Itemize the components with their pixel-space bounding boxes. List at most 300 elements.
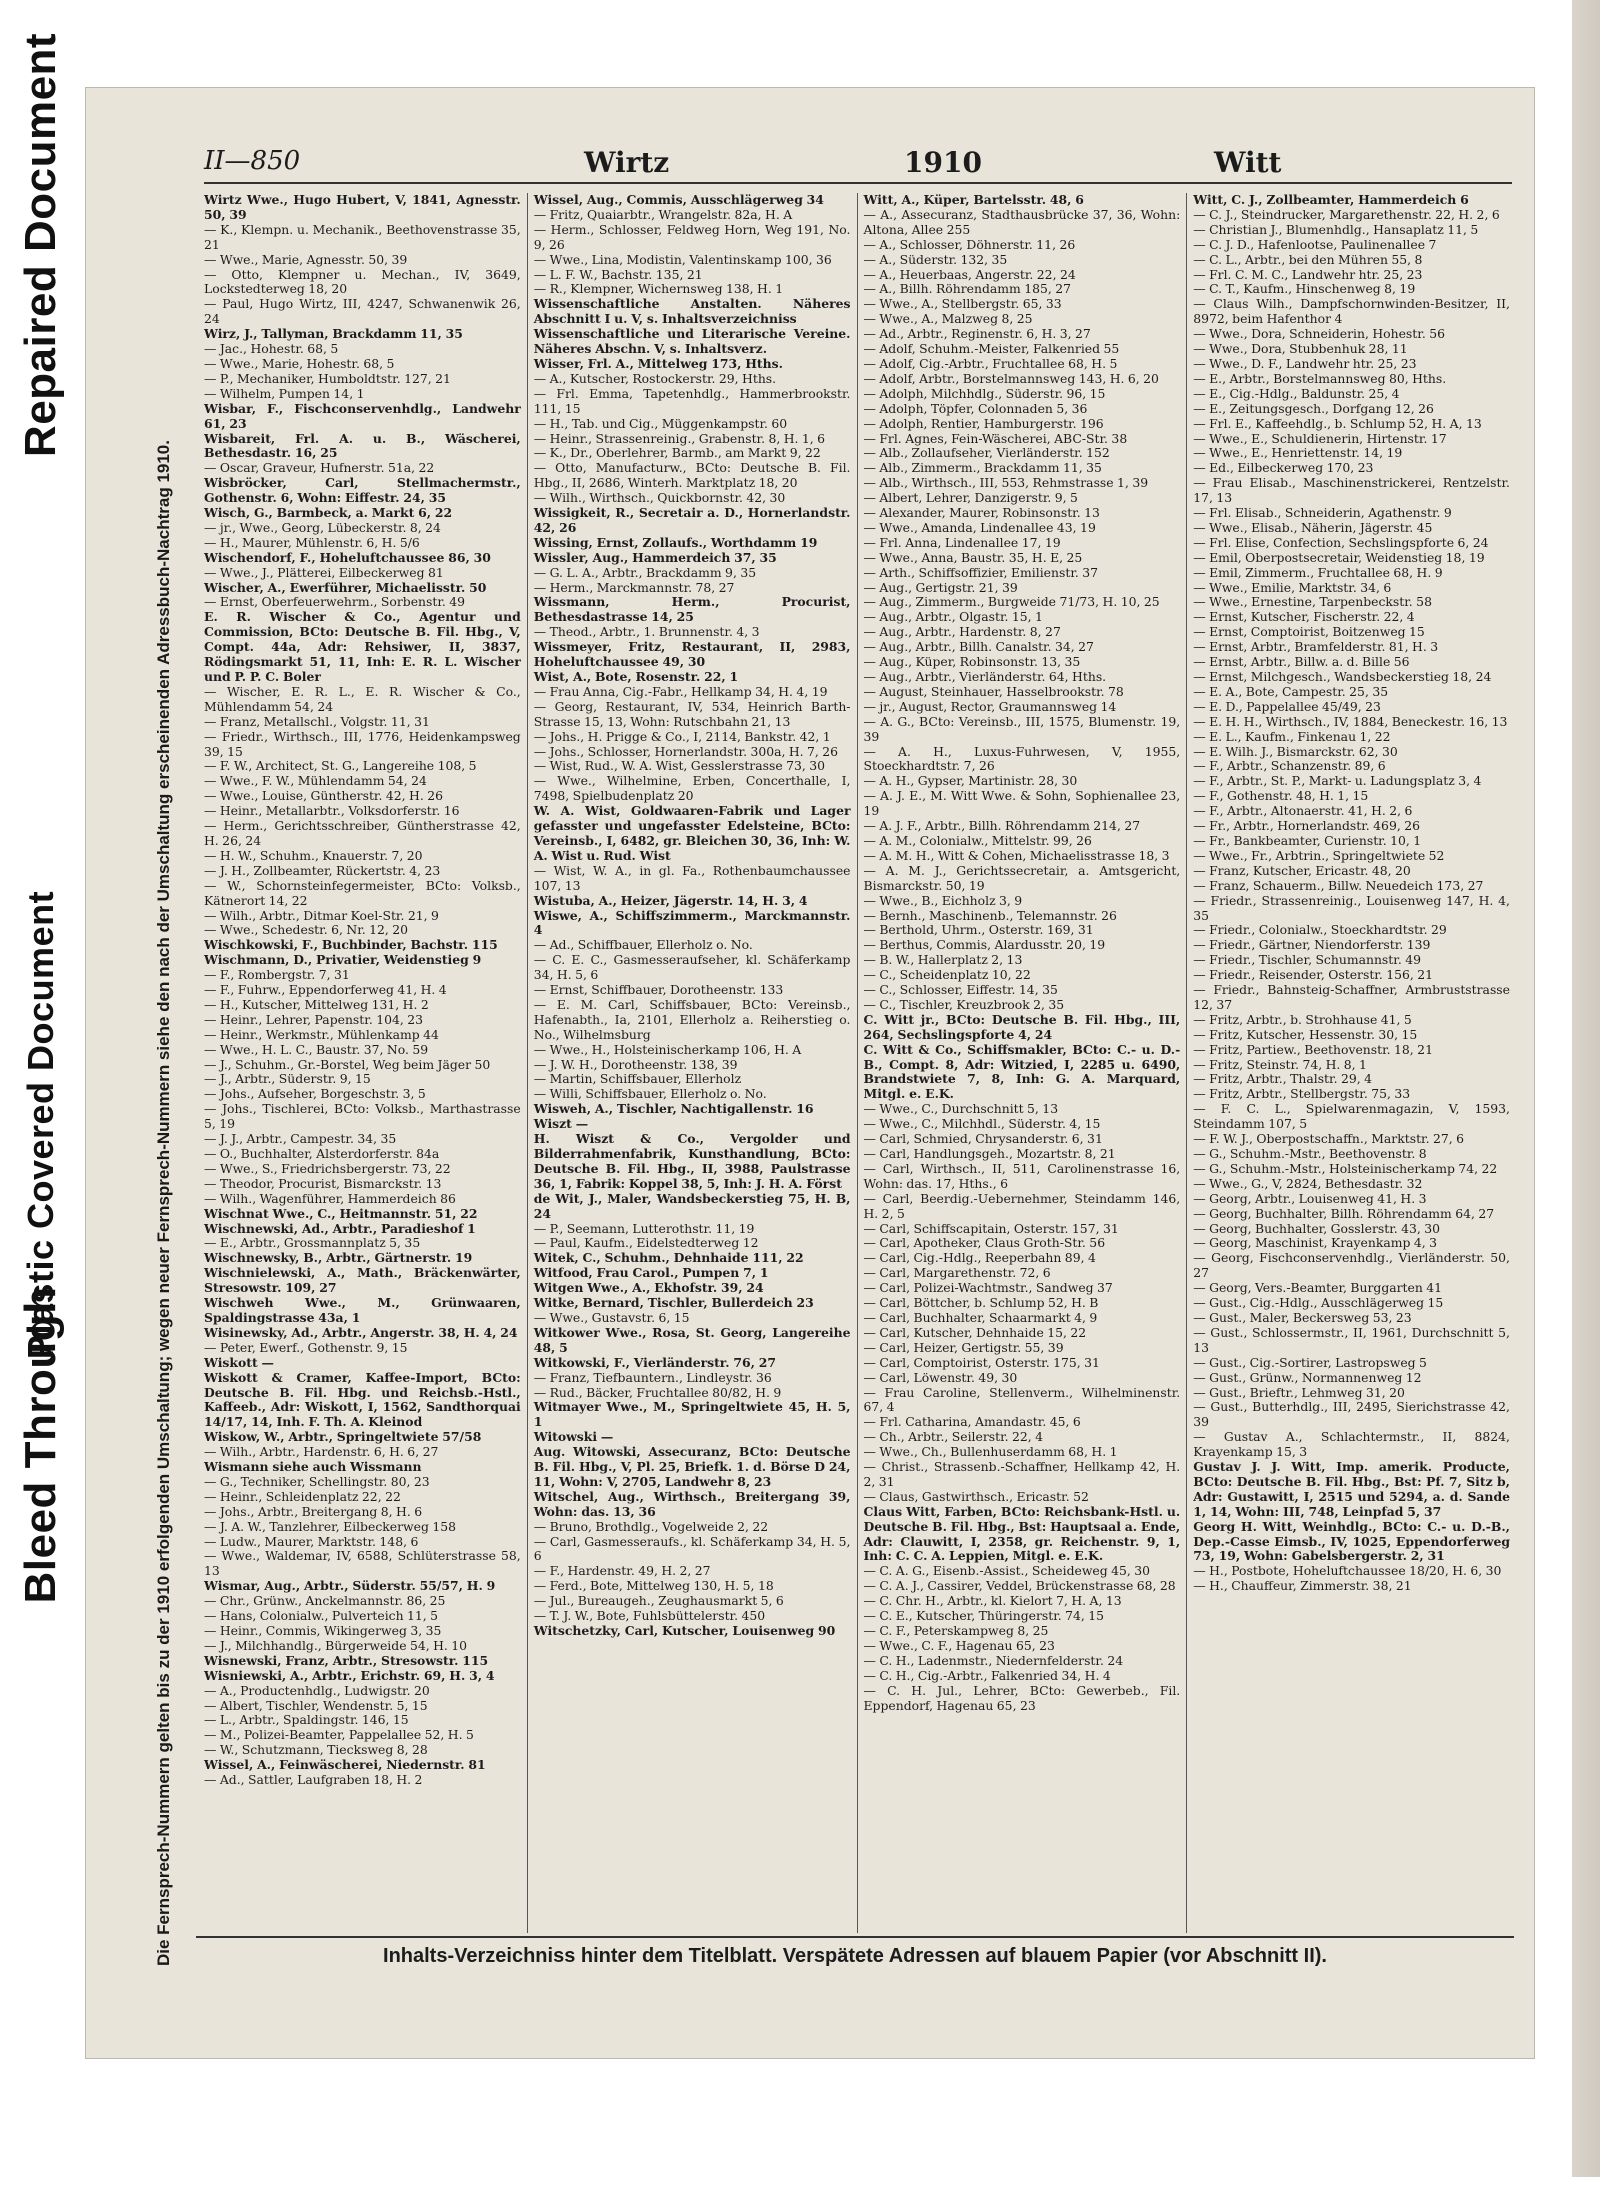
directory-entry: Claus Witt, Farben, BCto: Reichsbank-Hstl. u. Deutsche B. Fil. Hbg., Bst: Hauptsaal a. Ende, Adr: Clauwitt, I, 2358, gr. Reichenstr. 9, 1, Inh: C. C. A. Leppien, Mitgl. e. E.K. [863, 1503, 1181, 1564]
directory-entry: — J. J., Arbtr., Campestr. 34, 35 [204, 1131, 397, 1147]
directory-entry: — Aug., Küper, Robinsonstr. 13, 35 [863, 654, 1081, 670]
directory-entry: — Carl, Apotheker, Claus Groth-Str. 56 [863, 1235, 1106, 1251]
directory-entry: — Wwe., Lina, Modistin, Valentinskamp 100, 36 [533, 251, 832, 267]
directory-entry: — Gustav A., Schlachtermstr., II, 8824, Krayenkamp 15, 3 [1193, 1429, 1510, 1460]
directory-entry: — Wwe., F. W., Mühlendamm 54, 24 [204, 773, 427, 789]
directory-entry: Wisweh, A., Tischler, Nachtigallenstr. 16 [533, 1101, 814, 1117]
directory-entry: Wissing, Ernst, Zollaufs., Worthdamm 19 [533, 534, 818, 550]
directory-entry: — Friedr., Tischler, Schumannstr. 49 [1193, 952, 1421, 968]
directory-entry: — Carl, Schiffscapitain, Osterstr. 157, 31 [863, 1220, 1119, 1236]
directory-entry: — K., Klempn. u. Mechanik., Beethovenstrasse 35, 21 [204, 221, 521, 252]
directory-entry: Witt, C. J., Zollbeamter, Hammerdeich 6 [1193, 193, 1469, 207]
directory-entry: — Johs., Aufseher, Borgeschstr. 3, 5 [204, 1086, 426, 1102]
directory-entry: Wissigkeit, R., Secretair a. D., Hornerlandstr. 42, 26 [533, 505, 851, 535]
column-4 [1187, 193, 1516, 1933]
directory-entry: — Jac., Hohestr. 68, 5 [204, 341, 339, 357]
directory-entry: — M., Polizei-Beamter, Pappelallee 52, H. 5 [204, 1727, 474, 1743]
directory-entry: — Heinr., Lehrer, Papenstr. 104, 23 [204, 1011, 424, 1027]
directory-entry: — Aug., Arbtr., Hardenstr. 8, 27 [863, 624, 1061, 640]
directory-entry: — Adolf, Schuhm.-Meister, Falkenried 55 [863, 341, 1120, 357]
directory-entry: — Fritz, Quaiarbtr., Wrangelstr. 82a, H. A [533, 206, 793, 222]
directory-entry: — Friedr., Colonialw., Stoeckhardtstr. 29 [1193, 922, 1447, 938]
directory-entry: — A., Kutscher, Rostockerstr. 29, Hths. [533, 370, 777, 386]
directory-entry: E. R. Wischer & Co., Agentur und Commission, BCto: Deutsche B. Fil. Hbg., V, Compt. 44a, Adr: Rehsiwer, II, 3837, Rödingsmarkt 51, 11, Inh: E. R. L. Wischer und P. P. C. Boler [204, 609, 521, 684]
directory-entry: — Berthold, Uhrm., Osterstr. 169, 31 [863, 922, 1094, 938]
directory-entry: — Ludw., Maurer, Marktstr. 148, 6 [204, 1533, 419, 1549]
side-labels [0, 32, 82, 2185]
directory-entry: — Frl. Elisab., Schneiderin, Agathenstr. 9 [1193, 505, 1452, 521]
vertical-note: Die Fernsprech-Nummern gelten bis zu der 1910 erfolgenden Umschaltung; wegen neuer Fernsprech-Nummern siehe den nach der Umschaltung erscheinenden Adressbuch-Nachtrag 1910. [154, 440, 173, 1966]
directory-entry: C. Witt jr., BCto: Deutsche B. Fil. Hbg., III, 264, Sechslingspforte 4, 24 [863, 1011, 1181, 1042]
directory-entry: — Wwe., C. F., Hagenau 65, 23 [863, 1637, 1055, 1653]
directory-entry: — Friedr., Gärtner, Niendorferstr. 139 [1193, 937, 1431, 953]
directory-entry: — Wischer, E. R. L., E. R. Wischer & Co., Mühlendamm 54, 24 [204, 683, 521, 714]
directory-entry: — C. J. D., Hafenlootse, Paulinenallee 7 [1193, 236, 1437, 252]
directory-entry: Wissmann, Herm., Procurist, Bethesdastrasse 14, 25 [533, 594, 851, 625]
directory-entry: — C. E., Kutscher, Thüringerstr. 74, 15 [863, 1608, 1105, 1624]
directory-entry: — jr., August, Rector, Graumannsweg 14 [863, 698, 1117, 714]
directory-entry: — F. W. J., Oberpostschaffn., Marktstr. 27, 6 [1193, 1131, 1465, 1147]
directory-entry: — Aug., Zimmerm., Burgweide 71/73, H. 10, 25 [863, 594, 1160, 610]
directory-entry: Witschel, Aug., Wirthsch., Breitergang 39, Wohn: das. 13, 36 [533, 1488, 851, 1519]
directory-entry: — Bruno, Brothdlg., Vogelweide 2, 22 [533, 1518, 769, 1534]
directory-entry: — F., Arbtr., Altonaerstr. 41, H. 2, 6 [1193, 803, 1413, 819]
directory-entry: — Frau Anna, Cig.-Fabr., Hellkamp 34, H. 4, 19 [533, 683, 828, 699]
directory-entry: — Carl, Beerdig.-Uebernehmer, Steindamm 146, H. 2, 5 [863, 1190, 1181, 1221]
directory-entry: Witkower Wwe., Rosa, St. Georg, Langereihe 48, 5 [533, 1324, 851, 1355]
directory-entry: — P., Seemann, Lutterothstr. 11, 19 [533, 1220, 755, 1236]
column-3 [858, 193, 1188, 1933]
directory-entry: — A., Assecuranz, Stadthausbrücke 37, 36, Wohn: Altona, Allee 255 [863, 206, 1181, 237]
directory-entry: — J., Schuhm., Gr.-Borstel, Weg beim Jäger 50 [204, 1056, 491, 1072]
directory-entry: — Frl. Emma, Tapetenhdlg., Hammerbrookstr. 111, 15 [533, 385, 851, 416]
directory-entry: — Gust., Cig.-Hdlg., Ausschlägerweg 15 [1193, 1295, 1444, 1311]
directory-entry: — Friedr., Strassenreinig., Louisenweg 147, H. 4, 35 [1193, 892, 1510, 923]
directory-entry: H. Wiszt & Co., Vergolder und Bilderrahmenfabrik, Kunsthandlung, BCto: Deutsche B. Fil. Hbg., II, 3988, Paulstrasse 36, 1, Fabrik: Koppel 38, 5, Inh: J. H. A. Först [533, 1131, 851, 1191]
directory-entry: — Wwe., J., Plätterei, Eilbeckerweg 81 [204, 564, 444, 580]
directory-entry: — C., Scheidenplatz 10, 22 [863, 967, 1031, 983]
directory-entry: — Johs., Tischlerei, BCto: Volksb., Marthastrasse 5, 19 [204, 1101, 521, 1132]
directory-entry: — Wwe., C., Milchhdl., Süderstr. 4, 15 [863, 1116, 1101, 1132]
directory-entry: — E., Cig.-Hdlg., Baldunstr. 25, 4 [1193, 385, 1400, 401]
directory-entry: — Fr., Bankbeamter, Curienstr. 10, 1 [1193, 832, 1422, 848]
directory-entry: Witmayer Wwe., M., Springeltwiete 45, H. 5, 1 [533, 1399, 851, 1430]
directory-entry: — Georg, Buchhalter, Gosslerstr. 43, 30 [1193, 1220, 1441, 1236]
directory-entry: — A., Süderstr. 132, 35 [863, 251, 1008, 267]
directory-entry: — Wwe., Ch., Bullenhuserdamm 68, H. 1 [863, 1444, 1118, 1460]
directory-entry: — Martin, Schiffsbauer, Ellerholz [533, 1071, 742, 1087]
directory-entry: — C. H., Ladenmstr., Niedernfelderstr. 24 [863, 1652, 1124, 1668]
directory-entry: — E. D., Pappelallee 45/49, 23 [1193, 698, 1381, 714]
directory-entry: Witt, A., Küper, Bartelsstr. 48, 6 [863, 193, 1084, 207]
directory-entry: Wischkowski, F., Buchbinder, Bachstr. 115 [204, 937, 498, 953]
column-1 [198, 193, 528, 1933]
directory-entry: — Frl. Catharina, Amandastr. 45, 6 [863, 1414, 1081, 1430]
directory-entry: — Oscar, Graveur, Hufnerstr. 51a, 22 [204, 460, 435, 476]
directory-entry: — Ernst, Arbtr., Billw. a. d. Bille 56 [1193, 654, 1410, 670]
directory-entry: — Wilh., Arbtr., Ditmar Koel-Str. 21, 9 [204, 907, 439, 923]
directory-entry: — Adolf, Arbtr., Borstelmannsweg 143, H. 6, 20 [863, 370, 1159, 386]
directory-page [85, 87, 1535, 2059]
directory-entry: — Wwe., E., Henriettenstr. 14, 19 [1193, 445, 1403, 461]
directory-entry: — Christian J., Blumenhdlg., Hansaplatz 11, 5 [1193, 221, 1479, 237]
directory-entry: — Fritz, Partiew., Beethovenstr. 18, 21 [1193, 1041, 1433, 1057]
directory-entry: Wirtz Wwe., Hugo Hubert, V, 1841, Agnesstr. 50, 39 [204, 193, 521, 222]
directory-entry: — E., Arbtr., Grossmannplatz 5, 35 [204, 1235, 421, 1251]
directory-entry: — E. Wilh. J., Bismarckstr. 62, 30 [1193, 743, 1398, 759]
side-label-plastic: Plastic Covered Document [20, 890, 61, 1360]
directory-entry: — Otto, Manufacturw., BCto: Deutsche B. Fil. Hbg., II, 2686, Winterh. Marktplatz 18, 20 [533, 460, 851, 491]
directory-entry: — Wwe., B., Eichholz 3, 9 [863, 892, 1023, 908]
directory-entry: — C. H., Cig.-Arbtr., Falkenried 34, H. 4 [863, 1667, 1111, 1683]
directory-entry: — L. F. W., Bachstr. 135, 21 [533, 266, 703, 282]
directory-entry: — Aug., Arbtr., Billh. Canalstr. 34, 27 [863, 639, 1094, 655]
directory-entry: Wismann siehe auch Wissmann [204, 1459, 422, 1475]
directory-entry: — Wwe., Louise, Güntherstr. 42, H. 26 [204, 788, 443, 804]
directory-entry: Wissel, Aug., Commis, Ausschlägerweg 34 [533, 193, 824, 207]
directory-entry: — Adolph, Milchhdlg., Süderstr. 96, 15 [863, 385, 1106, 401]
directory-entry: — Carl, Böttcher, b. Schlump 52, H. B [863, 1295, 1099, 1311]
directory-entry: — F., Arbtr., Schanzenstr. 89, 6 [1193, 758, 1386, 774]
directory-entry: — Otto, Klempner u. Mechan., IV, 3649, Lockstedterweg 18, 20 [204, 266, 521, 297]
directory-entry: — Georg, Vers.-Beamter, Burggarten 41 [1193, 1280, 1443, 1296]
directory-entry: Wist, A., Bote, Rosenstr. 22, 1 [533, 669, 739, 684]
directory-entry: — C. A. G., Eisenb.-Assist., Scheideweg 45, 30 [863, 1563, 1151, 1579]
directory-entry: — Heinr., Commis, Wikingerweg 3, 35 [204, 1623, 442, 1638]
directory-entry: — Wilh., Wirthsch., Quickbornstr. 42, 30 [533, 490, 786, 506]
directory-entry: — Paul, Kaufm., Eidelstedterweg 12 [533, 1235, 759, 1251]
directory-entry: — Heinr., Metallarbtr., Volksdorferstr. 16 [204, 803, 460, 819]
directory-entry: Wischmann, D., Privatier, Weidenstieg 9 [204, 952, 482, 968]
directory-entry: Wischendorf, F., Hoheluftchaussee 86, 30 [204, 549, 491, 565]
scan-edge [1572, 0, 1600, 2177]
directory-entry: — Wwe., C., Durchschnitt 5, 13 [863, 1101, 1059, 1117]
directory-entry: — Heinr., Werkmstr., Mühlenkamp 44 [204, 1026, 439, 1042]
directory-entry: — F., Fuhrw., Eppendorferweg 41, H. 4 [204, 982, 447, 998]
directory-entry: — Claus Wilh., Dampfschornwinden-Besitzer, II, 8972, beim Hafenthor 4 [1193, 296, 1510, 327]
directory-entry: — Arth., Schiffsoffizier, Emilienstr. 37 [863, 564, 1099, 580]
directory-entry: — A., Heuerbaas, Angerstr. 22, 24 [863, 266, 1076, 282]
directory-entry: — A. J. E., M. Witt Wwe. & Sohn, Sophienallee 23, 19 [863, 788, 1181, 819]
directory-entry: — C. L., Arbtr., bei den Mühren 55, 8 [1193, 251, 1423, 267]
directory-entry: — Franz, Metallschl., Volgstr. 11, 31 [204, 713, 430, 729]
directory-entry: — Hans, Colonialw., Pulverteich 11, 5 [204, 1608, 439, 1624]
directory-entry: — Frl. Elise, Confection, Sechslingspforte 6, 24 [1193, 534, 1489, 550]
directory-entry: — Gust., Butterhdlg., III, 2495, Sierichstrasse 42, 39 [1193, 1399, 1510, 1430]
directory-entry: Wisnewski, Franz, Arbtr., Stresowstr. 115 [204, 1652, 489, 1668]
directory-entry: — Wwe., Dora, Stubbenhuk 28, 11 [1193, 341, 1408, 357]
directory-entry: — F., Rombergstr. 7, 31 [204, 967, 350, 983]
directory-entry: Wiskow, W., Arbtr., Springeltwiete 57/58 [204, 1429, 482, 1445]
directory-entry: — J. A. W., Tanzlehrer, Eilbeckerweg 158 [204, 1518, 456, 1534]
directory-entry: — Herm., Gerichtsschreiber, Güntherstrasse 42, H. 26, 24 [204, 818, 521, 848]
directory-entry: Wiskott — [204, 1354, 274, 1370]
directory-entry: — Theod., Arbtr., 1. Brunnenstr. 4, 3 [533, 624, 760, 640]
directory-entry: — G., Techniker, Schellingstr. 80, 23 [204, 1473, 430, 1489]
directory-entry: — Wwe., H., Holsteinischerkamp 106, H. A [533, 1041, 802, 1057]
directory-entry: — A. H., Luxus-Fuhrwesen, V, 1955, Stoeckhardtstr. 7, 26 [863, 743, 1181, 774]
directory-entry: — Carl, Löwenstr. 49, 30 [863, 1369, 1018, 1385]
directory-entry: — C. H. Jul., Lehrer, BCto: Gewerbeb., Fil. Eppendorf, Hagenau 65, 23 [863, 1682, 1181, 1713]
directory-entry: — Wist, Rud., W. A. Wist, Gesslerstrasse 73, 30 [533, 758, 826, 774]
directory-entry: Witowski — [533, 1429, 614, 1445]
directory-entry: Wistuba, A., Heizer, Jägerstr. 14, H. 3, 4 [533, 892, 808, 908]
directory-entry: — Ad., Sattler, Laufgraben 18, H. 2 [204, 1772, 423, 1788]
directory-entry: — O., Buchhalter, Alsterdorferstr. 84a [204, 1146, 440, 1161]
directory-entry: Wisniewski, A., Arbtr., Erichstr. 69, H. 3, 4 [204, 1667, 495, 1683]
directory-entry: Wischnat Wwe., C., Heitmannstr. 51, 22 [204, 1205, 478, 1221]
directory-entry: — Franz, Kutscher, Ericastr. 48, 20 [1193, 862, 1411, 878]
directory-entry: — Emil, Zimmerm., Fruchtallee 68, H. 9 [1193, 564, 1443, 580]
directory-entry: — Willi, Schiffsbauer, Ellerholz o. No. [533, 1086, 767, 1102]
directory-entry: — Wwe., Anna, Baustr. 35, H. E, 25 [863, 549, 1083, 565]
directory-entry: — C. Chr. H., Arbtr., kl. Kielort 7, H. A, 13 [863, 1593, 1122, 1609]
directory-entry: — Wwe., E., Schuldienerin, Hirtenstr. 17 [1193, 430, 1447, 446]
directory-entry: — E. M. Carl, Schiffsbauer, BCto: Vereinsb., Hafenabth., Ia, 2101, Ellerholz a. Reiherstieg o. No., Wilhelmsburg [533, 996, 851, 1042]
directory-entry: — Theodor, Procurist, Bismarckstr. 13 [204, 1175, 442, 1191]
directory-entry: Wischnielewski, A., Math., Bräckenwärter, Stresowstr. 109, 27 [204, 1265, 521, 1296]
directory-entry: — E. L., Kaufm., Finkenau 1, 22 [1193, 728, 1391, 744]
directory-entry: — Ad., Arbtr., Reginenstr. 6, H. 3, 27 [863, 326, 1091, 342]
directory-entry: — A., Productenhdlg., Ludwigstr. 20 [204, 1682, 430, 1698]
directory-entry: — Fritz, Arbtr., Stellbergstr. 75, 33 [1193, 1086, 1411, 1102]
directory-entry: — C. A. J., Cassirer, Veddel, Brückenstrasse 68, 28 [863, 1578, 1176, 1594]
directory-entry: — Chr., Grünw., Anckelmannstr. 86, 25 [204, 1593, 446, 1609]
directory-entry: Wisch, G., Barmbeck, a. Markt 6, 22 [204, 505, 453, 521]
directory-entry: — Wwe., A., Stellbergstr. 65, 33 [863, 296, 1062, 312]
directory-entry: — Wwe., Waldemar, IV, 6588, Schlüterstrasse 58, 13 [204, 1548, 521, 1579]
directory-entry: — Frl. Agnes, Fein-Wäscherei, ABC-Str. 38 [863, 430, 1128, 446]
directory-entry: — Aug., Arbtr., Olgastr. 15, 1 [863, 609, 1043, 625]
directory-entry: — Wwe., Elisab., Näherin, Jägerstr. 45 [1193, 519, 1433, 535]
directory-entry: — Wwe., Gustavstr. 6, 15 [533, 1309, 690, 1325]
directory-entry: — H., Tab. und Cig., Müggenkampstr. 60 [533, 415, 788, 431]
directory-entry: — Ferd., Bote, Mittelweg 130, H. 5, 18 [533, 1578, 774, 1594]
directory-entry: — Jul., Bureaugeh., Zeughausmarkt 5, 6 [533, 1593, 784, 1609]
directory-entry: — Johs., Schlosser, Hornerlandstr. 300a, H. 7, 26 [533, 743, 839, 759]
directory-entry: — F., Gothenstr. 48, H. 1, 15 [1193, 788, 1369, 804]
directory-entry: — Claus, Gastwirthsch., Ericastr. 52 [863, 1488, 1089, 1504]
directory-entry: — Wwe., Ernestine, Tarpenbeckstr. 58 [1193, 594, 1432, 610]
directory-entry: Wirz, J., Tallyman, Brackdamm 11, 35 [204, 326, 463, 342]
directory-entry: — Wwe., Emilie, Marktstr. 34, 6 [1193, 579, 1392, 595]
directory-entry: — Gust., Schlossermstr., II, 1961, Durchschnitt 5, 13 [1193, 1324, 1510, 1355]
directory-entry: — H., Postbote, Hoheluftchaussee 18/20, H. 6, 30 [1193, 1563, 1502, 1579]
directory-entry: de Wit, J., Maler, Wandsbeckerstieg 75, H. B, 24 [533, 1190, 851, 1221]
directory-entry: Wisser, Frl. A., Mittelweg 173, Hths. [533, 355, 783, 371]
directory-entry: Wissler, Aug., Hammerdeich 37, 35 [533, 549, 777, 565]
directory-entry: — A. M., Colonialw., Mittelstr. 99, 26 [863, 832, 1092, 848]
header-year: 1910 [904, 146, 982, 179]
directory-entry: — K., Dr., Oberlehrer, Barmb., am Markt 9, 22 [533, 445, 821, 461]
directory-entry: Wischer, A., Ewerführer, Michaelisstr. 50 [204, 579, 487, 595]
directory-entry: — Paul, Hugo Wirtz, III, 4247, Schwanenwik 26, 24 [204, 296, 521, 327]
directory-entry: — H., Kutscher, Mittelweg 131, H. 2 [204, 996, 429, 1012]
directory-entry: Witfood, Frau Carol., Pumpen 7, 1 [533, 1265, 769, 1281]
directory-entry: — C. E. C., Gasmesseraufseher, kl. Schäferkamp 34, H. 5, 6 [533, 952, 851, 983]
directory-entry: — Friedr., Wirthsch., III, 1776, Heidenkampsweg 39, 15 [204, 728, 521, 759]
directory-entry: — Emil, Oberpostsecretair, Weidenstieg 18, 19 [1193, 549, 1485, 565]
directory-entry: — Herm., Schlosser, Feldweg Horn, Weg 191, No. 9, 26 [533, 221, 851, 252]
directory-entry: — Fritz, Arbtr., Thalstr. 29, 4 [1193, 1071, 1373, 1087]
directory-entry: — E. H. H., Wirthsch., IV, 1884, Beneckestr. 16, 13 [1193, 713, 1508, 729]
directory-entry: — Wwe., S., Friedrichsbergerstr. 73, 22 [204, 1160, 451, 1176]
directory-entry: — J. W. H., Dorotheenstr. 138, 39 [533, 1056, 738, 1072]
directory-entry: — Franz, Tiefbauntern., Lindleystr. 36 [533, 1369, 772, 1385]
directory-entry: — Carl, Schmied, Chrysanderstr. 6, 31 [863, 1131, 1103, 1147]
page-footer: Inhalts-Verzeichniss hinter dem Titelblatt. Verspätete Adressen auf blauem Papier (vor Abschnitt II). [196, 1936, 1514, 1974]
directory-entry: — Fritz, Steinstr. 74, H. 8, 1 [1193, 1056, 1367, 1072]
directory-entry: — F. C. L., Spielwarenmagazin, V, 1593, Steindamm 107, 5 [1193, 1101, 1510, 1132]
directory-entry: — Bernh., Maschinenb., Telemannstr. 26 [863, 907, 1117, 923]
side-label-repaired: Repaired Document [16, 32, 65, 458]
directory-entry: — C., Schlosser, Eiffestr. 14, 35 [863, 982, 1058, 998]
directory-entry: — Gust., Grünw., Normannenweg 12 [1193, 1369, 1422, 1385]
directory-entry: — F., Arbtr., St. P., Markt- u. Ladungsplatz 3, 4 [1193, 773, 1482, 789]
directory-entry: — Aug., Gertigstr. 21, 39 [863, 579, 1018, 595]
directory-entry: — Gust., Brieftr., Lehmweg 31, 20 [1193, 1384, 1405, 1400]
directory-entry: — Ernst, Comptoirist, Boitzenweg 15 [1193, 624, 1425, 640]
directory-entry: — Georg, Restaurant, IV, 534, Heinrich Barth-Strasse 15, 13, Wohn: Rutschbahn 21, 13 [533, 698, 851, 729]
directory-entry: — Wist, W. A., in gl. Fa., Rothenbaumchaussee 107, 13 [533, 862, 851, 893]
directory-entry: — A., Billh. Röhrendamm 185, 27 [863, 281, 1071, 297]
directory-entry: — E., Zeitungsgesch., Dorfgang 12, 26 [1193, 400, 1434, 416]
directory-entry: — J., Arbtr., Süderstr. 9, 15 [204, 1071, 371, 1087]
directory-entry: — G., Schuhm.-Mstr., Holsteinischerkamp 74, 22 [1193, 1160, 1498, 1176]
directory-entry: — J., Milchhandlg., Bürgerweide 54, H. 10 [204, 1637, 468, 1653]
directory-entry: Wisinewsky, Ad., Arbtr., Angerstr. 38, H. 4, 24 [204, 1324, 518, 1340]
directory-entry: — Carl, Buchhalter, Schaarmarkt 4, 9 [863, 1309, 1098, 1325]
directory-entry: — Carl, Polizei-Wachtmstr., Sandweg 37 [863, 1280, 1113, 1296]
directory-entry: — H., Chauffeur, Zimmerstr. 38, 21 [1193, 1578, 1412, 1594]
page-header [204, 140, 1512, 184]
directory-entry: — Frl. E., Kaffeehdlg., b. Schlump 52, H. A, 13 [1193, 415, 1482, 431]
directory-entry: — H. W., Schuhm., Knauerstr. 7, 20 [204, 847, 423, 863]
directory-entry: Witgen Wwe., A., Ekhofstr. 39, 24 [533, 1280, 764, 1296]
directory-entry: — Wilh., Wagenführer, Hammerdeich 86 [204, 1190, 456, 1206]
directory-entry: Wisbröcker, Carl, Stellmachermstr., Gothenstr. 6, Wohn: Eiffestr. 24, 35 [204, 475, 521, 506]
directory-entry: Wissmeyer, Fritz, Restaurant, II, 2983, Hoheluftchaussee 49, 30 [533, 639, 851, 670]
directory-entry: — Georg, Maschinist, Krayenkamp 4, 3 [1193, 1235, 1438, 1251]
directory-entry: — Alexander, Maurer, Robinsonstr. 13 [863, 505, 1100, 521]
directory-entry: Wischnewski, Ad., Arbtr., Paradieshof 1 [204, 1220, 476, 1236]
directory-entry: — E. A., Bote, Campestr. 25, 35 [1193, 683, 1389, 699]
directory-entry: — G. L. A., Arbtr., Brackdamm 9, 35 [533, 564, 757, 580]
directory-entry: Witkowski, F., Vierländerstr. 76, 27 [533, 1354, 776, 1370]
directory-entry: Witek, C., Schuhm., Dehnhaide 111, 22 [533, 1250, 804, 1266]
directory-entry: — W., Schutzmann, Tiecksweg 8, 28 [204, 1742, 428, 1758]
directory-entry: Wisbareit, Frl. A. u. B., Wäscherei, Bethesdastr. 16, 25 [204, 430, 521, 461]
directory-entry: Wisbar, F., Fischconservenhdlg., Landwehr 61, 23 [204, 400, 521, 431]
directory-entry: — Wilh., Arbtr., Hardenstr. 6, H. 6, 27 [204, 1444, 439, 1460]
directory-entry: — Ernst, Oberfeuerwehrm., Sorbenstr. 49 [204, 594, 466, 610]
page-number: II—850 [204, 146, 301, 176]
directory-entry: Witke, Bernard, Tischler, Bullerdeich 23 [533, 1295, 814, 1311]
directory-entry: W. A. Wist, Goldwaaren-Fabrik und Lager gefasster und ungefasster Edelsteine, BCto: Vereinsb., I, 6482, gr. Bleichen 30, 36, Inh: W. A. Wist u. Rud. Wist [533, 803, 851, 863]
directory-entry: — Friedr., Reisender, Osterstr. 156, 21 [1193, 967, 1434, 983]
directory-entry: Wischnewsky, B., Arbtr., Gärtnerstr. 19 [204, 1250, 473, 1266]
header-left-word: Wirtz [584, 146, 670, 179]
directory-entry: — Friedr., Bahnsteig-Schaffner, Armbruststrasse 12, 37 [1193, 982, 1510, 1012]
directory-entry: — B. W., Hallerplatz 2, 13 [863, 952, 1023, 968]
directory-entry: — A. J. F., Arbtr., Billh. Röhrendamm 214, 27 [863, 818, 1141, 834]
directory-entry: — A., Schlosser, Döhnerstr. 11, 26 [863, 236, 1076, 252]
side-label-bleed: Bleed Through [16, 1286, 65, 1604]
directory-entry: — J. H., Zollbeamter, Rückertstr. 4, 23 [204, 862, 441, 878]
directory-entry: — Carl, Cig.-Hdlg., Reeperbahn 89, 4 [863, 1250, 1096, 1266]
directory-entry: — Wwe., Wilhelmine, Erben, Concerthalle, I, 7498, Spielbudenplatz 20 [533, 773, 851, 804]
directory-entry: — Georg, Fischconservenhdlg., Vierländerstr. 50, 27 [1193, 1250, 1510, 1281]
directory-entry: — A. M. H., Witt & Cohen, Michaelisstrasse 18, 3 [863, 847, 1170, 863]
directory-entry: — Carl, Gasmesseraufs., kl. Schäferkamp 34, H. 5, 6 [533, 1533, 851, 1564]
directory-entry: — Carl, Heizer, Gertigstr. 55, 39 [863, 1339, 1064, 1355]
directory-entry: — Christ., Strassenb.-Schaffner, Hellkamp 42, H. 2, 31 [863, 1459, 1181, 1489]
directory-entry: — Ernst, Arbtr., Bramfelderstr. 81, H. 3 [1193, 639, 1439, 655]
directory-entry: — P., Mechaniker, Humboldtstr. 127, 21 [204, 370, 451, 386]
directory-entry: Witschetzky, Carl, Kutscher, Louisenweg 90 [533, 1623, 836, 1638]
directory-entry: — H., Maurer, Mühlenstr. 6, H. 5/6 [204, 534, 420, 550]
directory-entry: — Carl, Wirthsch., II, 511, Carolinenstrasse 16, Wohn: das. 17, Hths., 6 [863, 1160, 1181, 1191]
directory-entry: — C. T., Kaufm., Hinschenweg 8, 19 [1193, 281, 1416, 297]
directory-entry: — Albert, Tischler, Wendenstr. 5, 15 [204, 1697, 428, 1713]
directory-entry: Wiskott & Cramer, Kaffee-Import, BCto: Deutsche B. Fil. Hbg. und Reichsb.-Hstl., Kaffeeb., Adr: Wiskott, I, 1562, Sandthorquai 14/17, 14, Inh. F. Th. A. Kleinod [204, 1369, 521, 1430]
directory-entry: — August, Steinhauer, Hasselbrookstr. 78 [863, 683, 1124, 699]
directory-entry: — R., Klempner, Wichernsweg 138, H. 1 [533, 281, 784, 297]
directory-entry: — Wwe., Amanda, Lindenallee 43, 19 [863, 519, 1096, 535]
directory-entry: — Rud., Bäcker, Fruchtallee 80/82, H. 9 [533, 1384, 782, 1400]
directory-entry: — Berthus, Commis, Alardusstr. 20, 19 [863, 937, 1106, 953]
directory-entry: — L., Arbtr., Spaldingstr. 146, 15 [204, 1712, 409, 1728]
directory-entry: — Frau Caroline, Stellenverm., Wilhelminenstr. 67, 4 [863, 1384, 1181, 1415]
directory-entry: — Heinr., Strassenreinig., Grabenstr. 8, H. 1, 6 [533, 430, 826, 446]
directory-entry: — Carl, Margarethenstr. 72, 6 [863, 1265, 1051, 1281]
directory-entry: — Alb., Zimmerm., Brackdamm 11, 35 [863, 460, 1102, 476]
directory-entry: — Gust., Maler, Beckersweg 53, 23 [1193, 1309, 1412, 1325]
directory-entry: — Wwe., Marie, Hohestr. 68, 5 [204, 355, 395, 371]
directory-entry: Wissenschaftliche und Literarische Vereine. Näheres Abschn. V, s. Inhaltsverz. [533, 326, 851, 357]
directory-entry: — A. H., Gypser, Martinistr. 28, 30 [863, 773, 1078, 789]
directory-entry: — C. J., Steindrucker, Margarethenstr. 22, H. 2, 6 [1193, 206, 1500, 222]
directory-entry: — Adolph, Rentier, Hamburgerstr. 196 [863, 415, 1104, 431]
columns [198, 193, 1516, 1933]
directory-entry: — T. J. W., Bote, Fuhlsbüttelerstr. 450 [533, 1608, 766, 1624]
directory-entry: — Georg, Buchhalter, Billh. Röhrendamm 64, 27 [1193, 1205, 1495, 1221]
directory-entry: — Carl, Kutscher, Dehnhaide 15, 22 [863, 1324, 1087, 1340]
directory-entry: — Ernst, Kutscher, Fischerstr. 22, 4 [1193, 609, 1415, 625]
directory-entry: — Fritz, Arbtr., b. Strohhause 41, 5 [1193, 1011, 1412, 1027]
directory-entry: — Wwe., Dora, Schneiderin, Hohestr. 56 [1193, 326, 1445, 342]
directory-entry: — G., Schuhm.-Mstr., Beethovenstr. 8 [1193, 1146, 1427, 1161]
directory-entry: Wischweh Wwe., M., Grünwaaren, Spaldingstrasse 43a, 1 [204, 1295, 521, 1325]
directory-entry: — W., Schornsteinfegermeister, BCto: Volksb., Kätnerort 14, 22 [204, 877, 521, 908]
directory-entry: C. Witt & Co., Schiffsmakler, BCto: C.- u. D.-B., Compt. 8, Adr: Witzied, I, 2285 u. 6490, Brandstwiete 7, 8, Inh: G. A. Marquard, Mitgl. e. E.K. [863, 1041, 1181, 1102]
directory-entry: Gustav J. J. Witt, Imp. amerik. Producte, BCto: Deutsche B. Fil. Hbg., Bst: Pf. 7, Sitz b, Adr: Gustawitt, I, 2515 und 5294, a. d. Sande 1, 14, Wohn: III, 748, Leinpfad 5, 37 [1193, 1459, 1510, 1519]
directory-entry: — Fritz, Kutscher, Hessenstr. 30, 15 [1193, 1026, 1418, 1042]
directory-entry: — Heinr., Schleidenplatz 22, 22 [204, 1488, 401, 1504]
directory-entry: Aug. Witowski, Assecuranz, BCto: Deutsche B. Fil. Hbg., V, Pl. 25, Briefk. 1. d. Börse D 24, 11, Wohn: V, 2705, Landwehr 8, 23 [533, 1444, 851, 1489]
directory-entry: — Wwe., Schedestr. 6, Nr. 12, 20 [204, 922, 409, 938]
directory-entry: — A. G., BCto: Vereinsb., III, 1575, Blumenstr. 19, 39 [863, 713, 1181, 744]
directory-entry: — Wwe., H. L. C., Baustr. 37, No. 59 [204, 1041, 429, 1057]
directory-entry: — Ad., Schiffbauer, Ellerholz o. No. [533, 937, 753, 953]
directory-entry: — Alb., Wirthsch., III, 553, Rehmstrasse 1, 39 [863, 475, 1149, 491]
directory-entry: — F., Hardenstr. 49, H. 2, 27 [533, 1563, 711, 1579]
directory-entry: — Frau Elisab., Maschinenstrickerei, Rentzelstr. 17, 13 [1193, 475, 1510, 506]
directory-entry: — Adolph, Töpfer, Colonnaden 5, 36 [863, 400, 1088, 416]
directory-entry: — C., Tischler, Kreuzbrook 2, 35 [863, 996, 1065, 1012]
directory-entry: — Johs., H. Prigge & Co., I, 2114, Bankstr. 42, 1 [533, 728, 831, 744]
directory-entry: — Ernst, Milchgesch., Wandsbeckerstieg 18, 24 [1193, 669, 1492, 684]
